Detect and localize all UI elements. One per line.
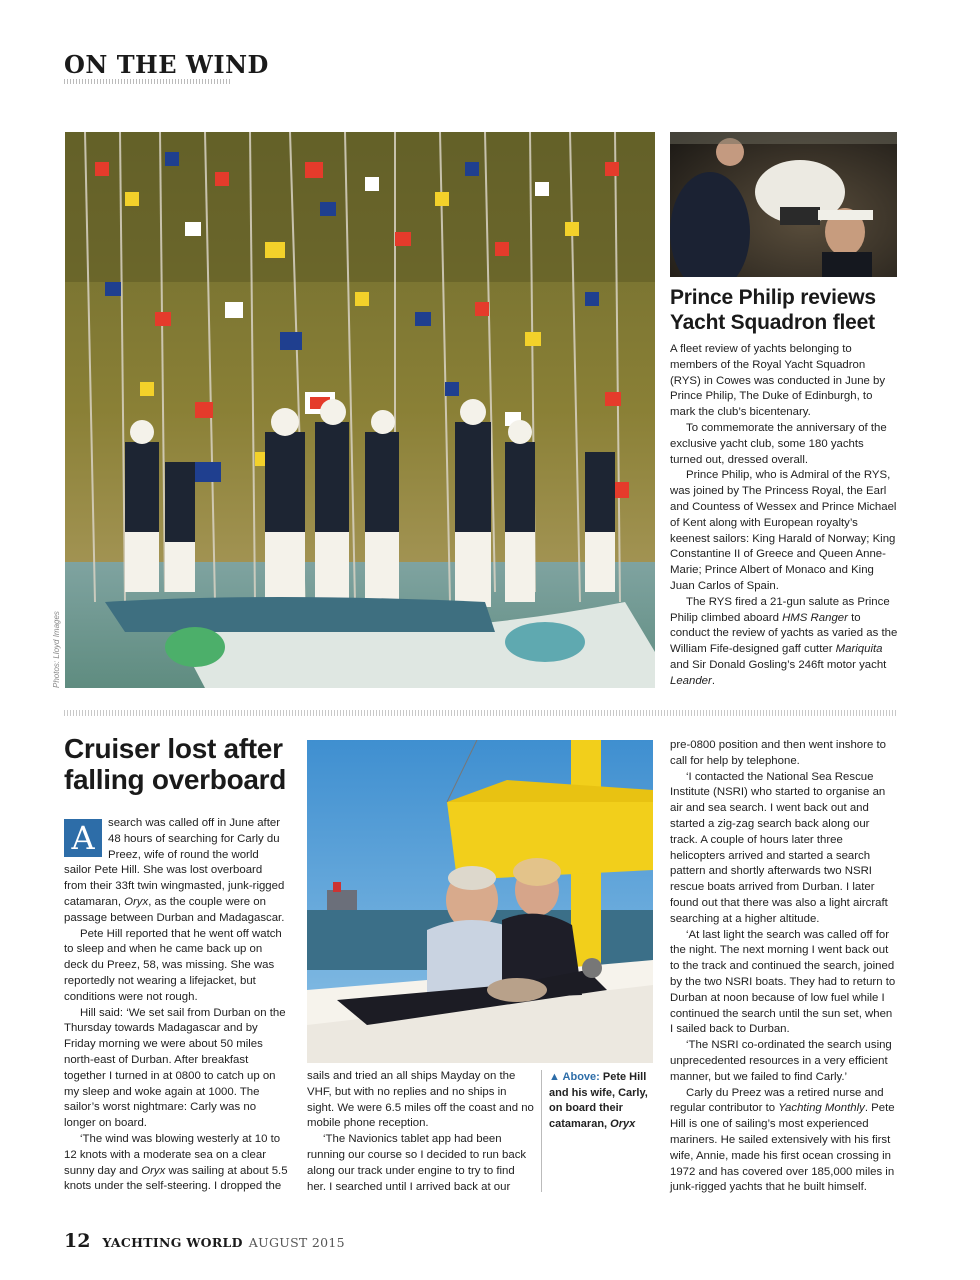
story1-paragraph: To commemorate the anniversary of the exclusive yacht club, some 180 yachts turned out, dressed overall.: [670, 421, 887, 466]
story2-paragraph: Carly du Preez was a retired nurse and regular contributor to Yachting Monthly. Pete Hill is one of sailing’s most experienced mariners. He sailed extensively with his first wife, Annie, made his first ocean crossing in 1972 and has covered over 185,000 miles in junk-rigged yachts that he built himself.: [670, 1086, 895, 1194]
story2-paragraph: Hill said: ‘We set sail from Durban on the Thursday towards Madagascar and by Friday morning we were about 50 miles north-east of Durban. After breakfast together I turned in at 0800 to catch up on my sleep and woke again at 1000. The sailor’s worst nightmare: Carly was no longer on board.: [64, 1006, 286, 1130]
page-footer: [64, 1230, 345, 1252]
story2-body-col3: [670, 738, 898, 1196]
story2-paragraph: sails and tried an all ships Mayday on the VHF, but with no replies and no ships in sight. We were 6.5 miles off the coast and no mobile phone reception.: [307, 1070, 534, 1130]
issue-date: AUGUST 2015: [248, 1235, 345, 1250]
story2-headline: Cruiser lost after falling overboard: [64, 733, 287, 795]
fleet-review-photo: [65, 132, 655, 688]
story2-body-col2: [307, 1069, 535, 1195]
story1-headline: Prince Philip reviews Yacht Squadron fleet: [670, 286, 876, 334]
caption-rule: [541, 1070, 542, 1192]
story2-paragraph: ‘The Navionics tablet app had been running our course so I decided to run back along our track under engine to try to find her. I searched until I arrived back at our: [307, 1133, 527, 1193]
story2-paragraph: Pete Hill reported that he went off watch to sleep and when he came back up on deck du Preez, 58, was missing. She was reportedly not wearing a lifejacket, but conditions were not rough.: [64, 927, 282, 1003]
section-divider: [64, 710, 898, 716]
story2-paragraph: ‘At last light the search was called off for the night. The next morning I went back out to the track and continued the search, joined by the two NSRI boats. They had to return to Durban at noon because of low fuel while I continued the search until the sun set, when I sailed back to Durban.: [670, 928, 896, 1036]
photo-caption: ▲ Above: Pete Hill and his wife, Carly, on board their catamaran, Oryx: [549, 1071, 648, 1130]
magazine-name: YACHTING WORLD: [102, 1235, 243, 1250]
section-label: ON THE WIND: [64, 50, 269, 79]
story2-paragraph: ‘I contacted the National Sea Rescue Institute (NSRI) who started to organise an air and sea search. I went back out and started a zig-zag search back along our track. A couple of hours later three helicopters arrived and started a search pattern and shortly afterwards two NSRI rescue boats arrived from Durban. I later found out that there was also a light aircraft searching at a higher altitude.: [670, 770, 888, 925]
story1-paragraph: A fleet review of yachts belonging to members of the Royal Yacht Squadron (RYS) in Cowes was conducted in June by Prince Philip, The Duke of Edinburgh, to mark the club’s bicentenary.: [670, 343, 886, 419]
story2-body-col1: [64, 816, 288, 1195]
story2-paragraph: pre-0800 position and then went inshore to call for help by telephone.: [670, 739, 886, 767]
photo-credit: Photos: Lloyd Images: [52, 611, 61, 688]
story1-paragraph: The RYS fired a 21-gun salute as Prince Philip climbed aboard HMS Ranger to conduct the review of yachts as varied as the William Fife-designed gaff cutter Mariquita and Sir Donald Gosling’s 246ft motor yacht Leander.: [670, 595, 898, 687]
catamaran-couple-photo: [307, 740, 653, 1063]
story2-paragraph: ‘The NSRI co-ordinated the search using unprecedented resources in a very efficient manner, but we failed to find Carly.’: [670, 1039, 892, 1083]
story2-paragraph: A search was called off in June after 48 hours of searching for Carly du Preez, wife of round the world sailor Pete Hill. She was lost overboard from their 33ft twin wingmasted, junk-rigged catamaran, Oryx, as the couple were on passage between Durban and Madagascar.: [64, 817, 285, 924]
page-number: 12: [64, 1230, 91, 1252]
drop-cap: A: [64, 819, 102, 857]
story1-body: [670, 342, 898, 690]
section-rule: [64, 79, 230, 84]
prince-philip-photo: [670, 132, 897, 277]
caption-lead: ▲ Above:: [549, 1071, 600, 1083]
story1-paragraph: Prince Philip, who is Admiral of the RYS, was joined by The Princess Royal, the Earl and Countess of Wessex and Prince Michael of Kent along with European royalty’s keenest sailors: King Harald of Norway; King Constantine II of Greece and Queen Anne-Marie; Prince Albert of Monaco and King Juan Carlos of Spain.: [670, 469, 897, 592]
story2-paragraph: ‘The wind was blowing westerly at 10 to 12 knots with a moderate sea on a clear sunny day and Oryx was sailing at about 5.5 knots under the self-steering. I dropped the: [64, 1132, 288, 1193]
